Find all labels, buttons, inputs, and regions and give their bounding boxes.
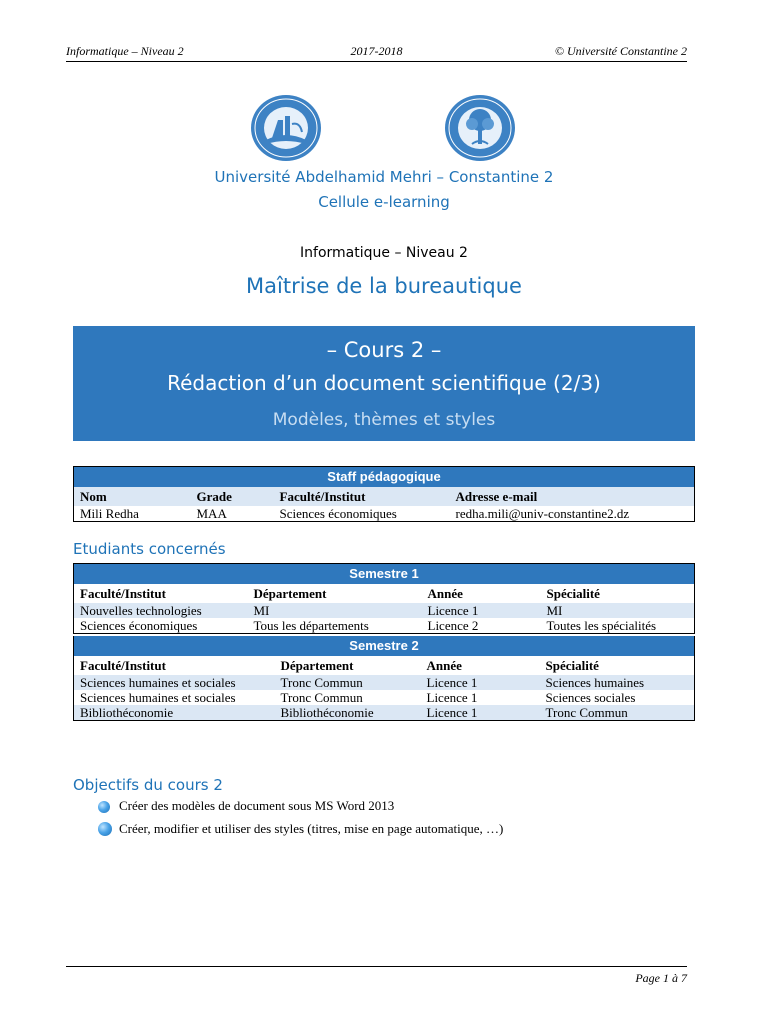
table-cell: Sciences humaines — [540, 675, 695, 690]
column-header: Faculté/Institut — [274, 487, 450, 506]
table-cell: Sciences économiques — [80, 618, 198, 633]
column-header: Nom — [74, 487, 191, 506]
table-cell: MAA — [196, 506, 227, 521]
column-header: Faculté/Institut — [80, 586, 166, 601]
banner-course-title: Rédaction d’un document scientifique (2/3) — [167, 371, 601, 395]
column-header: Année — [426, 658, 462, 673]
column-header: Faculté/Institut — [80, 658, 166, 673]
table-cell: Bibliothéconomie — [275, 705, 421, 721]
table-row — [74, 618, 695, 634]
objectives-section-title: Objectifs du cours 2 — [73, 776, 223, 794]
page-number: Page 1 à 7 — [635, 971, 687, 985]
table-cell: Tronc Commun — [275, 675, 421, 690]
table-cell: Sciences économiques — [279, 506, 397, 521]
unit-name: Cellule e-learning — [318, 193, 450, 211]
bullet-icon — [98, 801, 110, 813]
table-cell: Tronc Commun — [280, 690, 363, 705]
running-header — [66, 44, 687, 60]
table-row — [74, 506, 695, 522]
column-header: Département — [253, 586, 327, 601]
table-row — [74, 705, 695, 721]
column-header: Département — [280, 658, 354, 673]
header-copyright: © Université Constantine 2 — [554, 44, 687, 58]
table-cell: Nouvelles technologies — [74, 603, 248, 618]
university-name: Université Abdelhamid Mehri – Constantine 2 — [214, 168, 554, 186]
table-cell: Licence 1 — [421, 705, 540, 721]
table-cell: Toutes les spécialités — [546, 618, 657, 633]
students-section-title: Etudiants concernés — [73, 540, 226, 558]
tree-seal-logo — [444, 94, 516, 162]
table-cell: Tous les départements — [253, 618, 369, 633]
header-left: Informatique – Niveau 2 — [66, 44, 184, 58]
objective-item: Créer des modèles de document sous MS Word 2013 — [119, 798, 395, 813]
table-row — [74, 675, 695, 690]
staff-table — [73, 466, 695, 522]
semester-1-table — [73, 563, 695, 634]
table-cell: Sciences humaines et sociales — [74, 675, 275, 690]
table-cell: Bibliothéconomie — [74, 705, 275, 721]
column-header: Spécialité — [546, 586, 600, 601]
table-cell: Sciences humaines et sociales — [80, 690, 236, 705]
table-header-row — [74, 584, 695, 603]
table-cell: Licence 1 — [426, 690, 478, 705]
table-row — [74, 690, 695, 705]
staff-table-title: Staff pédagogique — [74, 467, 695, 488]
semester-2-table — [73, 636, 695, 721]
table-cell: Licence 1 — [421, 675, 540, 690]
table-row — [74, 603, 695, 618]
header-year: 2017-2018 — [350, 44, 403, 58]
column-header: Spécialité — [545, 658, 599, 673]
table-header-row — [74, 656, 695, 675]
table-cell: Sciences sociales — [545, 690, 636, 705]
table-cell: Mili Redha — [80, 506, 139, 521]
table-cell: Licence 1 — [422, 603, 541, 618]
table-cell: MI — [541, 603, 695, 618]
course-banner — [73, 326, 695, 441]
table-cell: Tronc Commun — [540, 705, 695, 721]
table-cell: Licence 2 — [427, 618, 479, 633]
banner-course-subtitle: Modèles, thèmes et styles — [272, 410, 496, 430]
objective-item: Créer, modifier et utiliser des styles (titres, mise en page automatique, …) — [119, 821, 504, 836]
footer-rule — [66, 966, 687, 967]
semester-1-title: Semestre 1 — [74, 564, 695, 585]
header-rule — [66, 61, 687, 62]
column-header: Grade — [191, 487, 274, 506]
table-header-row — [74, 487, 695, 506]
banner-course-number: – Cours 2 – — [326, 338, 442, 362]
column-header: Adresse e-mail — [450, 487, 695, 506]
course-title: Maîtrise de la bureautique — [246, 274, 522, 298]
email-cell: redha.mili@univ-constantine2.dz — [455, 506, 630, 521]
table-cell: MI — [248, 603, 422, 618]
course-level: Informatique – Niveau 2 — [300, 245, 468, 261]
bullet-icon — [98, 822, 112, 836]
university-seal-logo — [250, 94, 322, 162]
semester-2-title: Semestre 2 — [74, 636, 695, 656]
column-header: Année — [427, 586, 463, 601]
